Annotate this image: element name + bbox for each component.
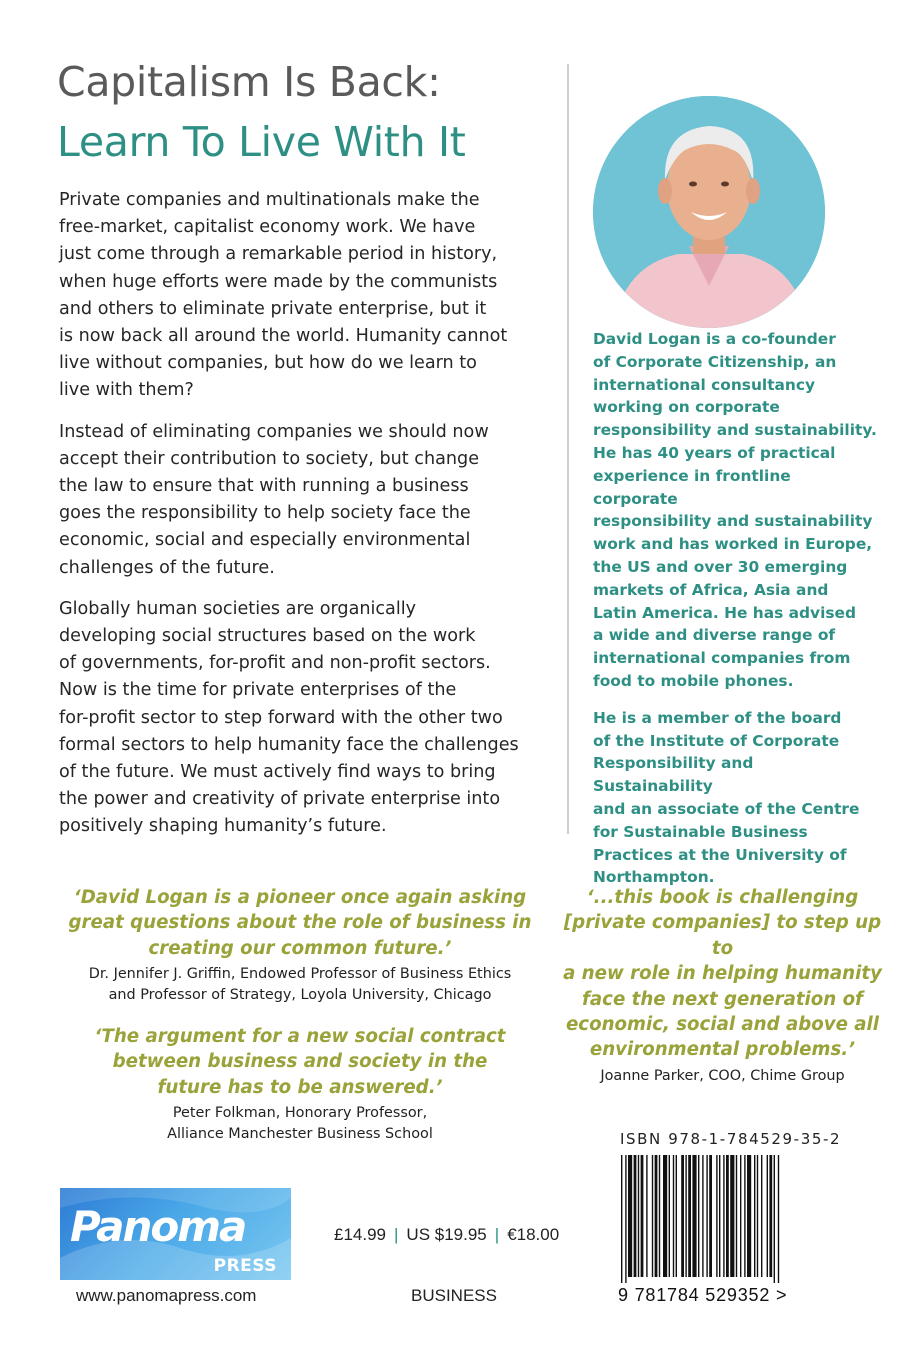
price-list: [334, 1225, 559, 1245]
price-separator: |: [494, 1225, 500, 1244]
barcode-bar: [638, 1155, 639, 1277]
barcode-bar: [761, 1155, 762, 1277]
price-gbp: £14.99: [334, 1225, 386, 1244]
barcode-bar: [747, 1155, 751, 1277]
endorsement-attribution: Peter Folkman, Honorary Professor, Alliance Manchester Business School: [167, 1105, 433, 1142]
barcode-bar: [769, 1155, 772, 1277]
blurb-paragraph-3: Globally human societies are organically developing social structures based on the work of governments, for-profit and non-profit sectors. Now is the time for private enterprises of the for-profit sector to step forward with the other two formal sectors to help humanity face the challenges of the future. We must actively find ways to bring the power and creativity of private enterprise into positively shaping humanity’s future.: [59, 598, 519, 837]
barcode-icon: [617, 1155, 845, 1283]
author-bio: [593, 328, 878, 903]
blurb-paragraph-1: Private companies and multinationals make the free-market, capitalist economy work. We have just come through a remarkable period in history, when huge efforts were made by the communists and others to eliminate private enterprise, but it is now back all around the world. Humanity cannot live without companies, but how do we learn to live with them?: [59, 190, 508, 401]
barcode-bar: [655, 1155, 658, 1277]
price-usd: US $19.95: [406, 1225, 487, 1244]
barcode-bar: [774, 1155, 775, 1283]
portrait-photo: [593, 96, 825, 328]
barcode-bar: [669, 1155, 670, 1277]
barcode-bar: [621, 1155, 622, 1283]
barcode-bar: [646, 1155, 647, 1277]
endorsement-quote: ‘David Logan is a pioneer once again asking great questions about the role of business in creating our common future.’: [68, 887, 532, 959]
isbn-label: ISBN 978-1-784529-35-2: [620, 1130, 842, 1148]
barcode-bar: [628, 1155, 632, 1277]
barcode-bar: [634, 1155, 637, 1277]
price-separator: |: [394, 1225, 399, 1244]
logo-wordmark: Panoma: [70, 1202, 246, 1251]
barcode-bar: [726, 1155, 729, 1277]
publisher-website[interactable]: www.panomapress.com: [76, 1286, 257, 1305]
barcode-bar: [673, 1155, 674, 1277]
barcode-bar: [716, 1155, 717, 1277]
category-label: BUSINESS: [411, 1286, 497, 1305]
barcode-bar: [744, 1155, 745, 1277]
barcode-bar: [681, 1155, 684, 1277]
logo-press: PRESS: [213, 1256, 277, 1276]
endorsement-2: [60, 1024, 540, 1144]
title-line-1: Capitalism Is Back:: [57, 58, 441, 106]
blurb-paragraph-2: Instead of eliminating companies we should now accept their contribution to society, but change the law to ensure that with running a business goes the responsibility to help society face the economic, social and especially environmental challenges of the future.: [59, 421, 489, 578]
endorsement-1: [60, 885, 540, 1005]
barcode-bar: [736, 1155, 737, 1277]
barcode-bar: [767, 1155, 768, 1277]
author-photo: [593, 96, 825, 328]
barcode-bar: [709, 1155, 712, 1277]
barcode-bar: [692, 1155, 696, 1277]
endorsement-attribution: Dr. Jennifer J. Griffin, Endowed Professor of Business Ethics and Professor of Strategy, Loyola University, Chicago: [88, 966, 512, 1003]
barcode-bar: [676, 1155, 677, 1277]
barcode-bar: [641, 1155, 644, 1277]
barcode-bar: [730, 1155, 734, 1277]
bio-paragraph-2: He is a member of the board of the Institute of Corporate Responsibility and Sustainability and an associate of the Centre for Sustainable Business Practices at the University of Northampton.: [593, 708, 860, 887]
barcode-bar: [719, 1155, 720, 1277]
barcode-digits: 9 781784 529352 >: [618, 1285, 788, 1305]
barcode-bar: [663, 1155, 667, 1277]
price-eur: €18.00: [507, 1225, 560, 1244]
title-line-2: Learn To Live With It: [57, 118, 466, 166]
barcode-bar: [698, 1155, 699, 1277]
barcode-bar: [754, 1155, 755, 1277]
barcode-bar: [685, 1155, 686, 1277]
barcode-bar: [652, 1155, 653, 1277]
barcode-bar: [757, 1155, 758, 1277]
barcode-bar: [706, 1155, 707, 1277]
barcode-bar: [778, 1155, 779, 1283]
barcode-bar: [688, 1155, 691, 1277]
endorsement-quote: ‘...this book is challenging [private companies] to step up to a new role in helping humanity face the next generation of economic, social and above all environmental problems.’: [563, 887, 882, 1061]
barcode-bar: [740, 1155, 741, 1277]
endorsement-attribution: Joanne Parker, COO, Chime Group: [600, 1067, 845, 1084]
barcode-bar: [702, 1155, 703, 1277]
endorsement-quote: ‘The argument for a new social contract between business and society in the future has to be answered.’: [94, 1026, 506, 1098]
blurb: [59, 187, 549, 855]
column-divider: [567, 64, 569, 834]
publisher-logo: [60, 1188, 291, 1280]
barcode-bar: [659, 1155, 660, 1277]
bio-paragraph-1: David Logan is a co-founder of Corporate Citizenship, an international consultancy working on corporate responsibility and sustainability. He has 40 years of practical experience in frontline corporate responsibility and sustainability work and has worked in Europe, the US and over 30 emerging markets of Africa, Asia and Latin America. He has advised a wide and diverse range of international companies from food to mobile phones.: [593, 330, 877, 690]
endorsement-3: [560, 885, 885, 1086]
barcode-bar: [723, 1155, 724, 1277]
barcode-bar: [625, 1155, 626, 1283]
